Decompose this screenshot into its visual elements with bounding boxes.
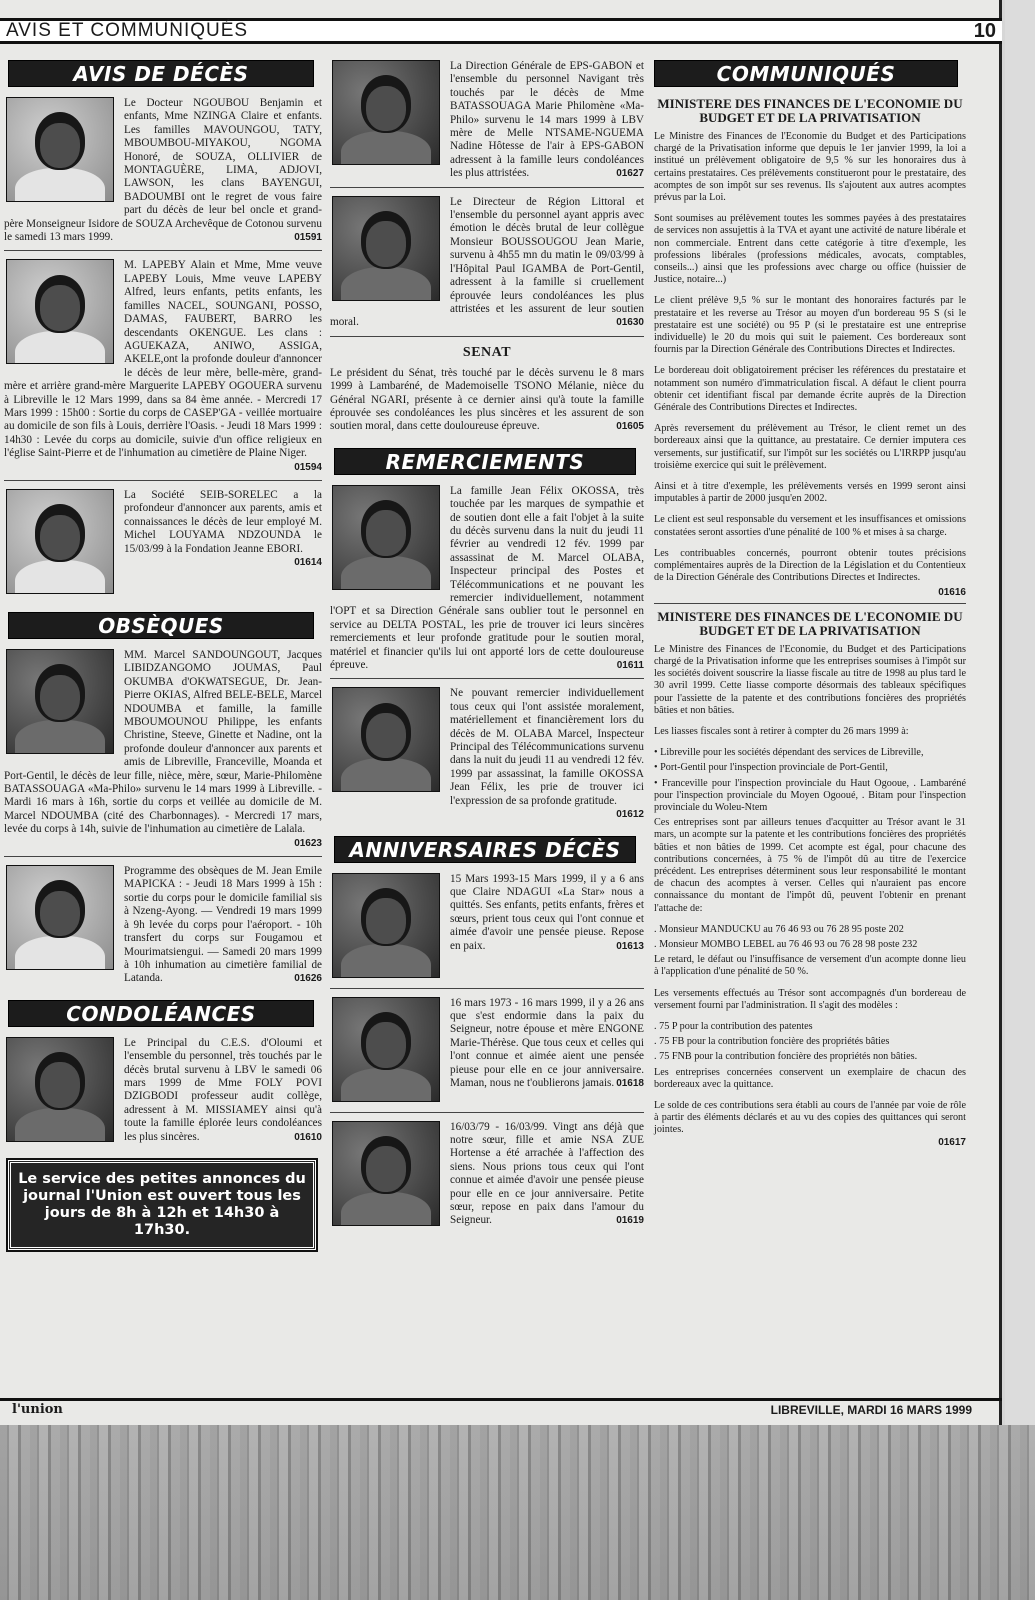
notice-ref: 01627	[616, 168, 644, 180]
communique-paragraph: Ainsi et à titre d'exemple, les prélèvements versés en 1999 seront ainsi imputables à partir de 2000 jusqu'en 2002.	[654, 481, 966, 505]
notice-text: M. LAPEBY Alain et Mme, Mme veuve LAPEBY Louis, Mme veuve LAPEBY Alfred, leurs enfants, petits enfants, les familles NACEL, SOUNGANI, POSSO, DAMAS, FAUBERT, BARRO les descendants OKENGUE. Les clans : AGUEKAZA, ANIWO, ASSIGA, AKELE,ont la profonde douleur d'annoncer le décès de leur mère, belle-mère, grand-mère et arrière grand-mère Marguerite LAPEBY OGOUERA survenu à Libreville le 12 Mars 1999, dans sa 84 ème année. - Mercredi 17 Mars 1999 : 15h00 : Sortie du corps de CASEP'GA - veillée mortuaire au domicile de son fils à Louis, derrière l'Oasis. - Jeudi 18 Mars 1999 : 14h30 : Levée du corps au domicile, suivie d'un office religieux en l'église Saint-Pierre et de l'inhumation au cimetière de Plaine Niger.	[4, 259, 322, 460]
communique-paragraph: Le bordereau doit obligatoirement préciser les références du prestataire et notamment son numéro d'immatriculation fiscal. A défaut le client pourra obtenir cet identifiant fiscal par demande écrite auprès de la Direction Générale des Contributions Directes et Indirectes.	[654, 365, 966, 414]
page-header	[0, 18, 1002, 44]
portrait-photo	[332, 1121, 440, 1226]
page-footer	[0, 1398, 1002, 1418]
notice-condoleances	[4, 1037, 322, 1152]
portrait-photo	[332, 997, 440, 1102]
banner-remerciements: REMERCIEMENTS	[334, 448, 636, 475]
notice-deces-2	[4, 259, 322, 481]
notice-text: La Direction Générale de EPS-GABON et l'ensemble du personnel Navigant très touchés par le décès de Mme BATASSOUAGA Marie Philomène «Ma-Philo» survenu le 14 mars 1999 à LBV mère de Melle NTSAME-NGUEMA Nadine Hôtesse de l'air à EPS-GABON adressent à la famille leurs condoléances les plus attristées.	[450, 60, 644, 180]
notice-ref: 01626	[294, 973, 322, 985]
issue-date: LIBREVILLE, MARDI 16 MARS 1999	[770, 1402, 972, 1417]
notice-ref: 01612	[616, 809, 644, 821]
banner-condoleances: CONDOLÉANCES	[8, 1000, 314, 1027]
notice-text: La Société SEIB-SORELEC a la profondeur d'annoncer aux parents, amis et connaissances le décès de leur employé M. Michel LOUYAMA NDZOUNDA le 15/03/99 à la Fondation Jeanne EBORI.	[124, 488, 322, 555]
contact-item: . Monsieur MANDUCKU au 76 46 93 ou 76 28 95 poste 202	[654, 923, 904, 935]
senat-title: SENAT	[462, 344, 512, 360]
model-item: . 75 FB pour la contribution foncière des propriétés bâties	[654, 1036, 890, 1048]
portrait-photo	[332, 485, 440, 590]
notice-text: Le Docteur NGOUBOU Benjamin et enfants, Mme NZINGA Claire et enfants. Les familles MAVOUNGOU, TATY, MBOUMBOU-MIYAKOU, NGOMA Honoré, de SOUZA, OLLIVIER de MONTAGUÈRE, LIMA, ADJOVI, LAWSON, les clans BAYENGUI, BADOUMBI ont le regret de vous faire part du décès de leur bel oncle et grand-père Monseigneur Isidore de SOUZA Archevêque de Cotonou survenu le samedi 13 mars 1999.	[4, 97, 322, 244]
notice-ref: 01611	[616, 660, 644, 672]
notice-senat	[330, 367, 644, 440]
communique-paragraph: Ces entreprises sont par ailleurs tenues d'acquitter au Trésor avant le 31 mars, un acompte sur la patente et les contributions foncières des propriétés bâties et non bâties de 1999. Cet acompte est égal, pour chacune des contributions concernées, à 75 % de l'impôt dû au titre de l'exercice précédent. Les entreprises déterminent sous leur responsabilité le montant de chacun des acomptes à verser. Celles qui n'auraient pas encore connaissance du montant de l'impôt dû, peuvent l'obtenir en prenant l'attache de:	[654, 817, 966, 914]
portrait-photo	[332, 196, 440, 301]
notice-ref: 01591	[294, 232, 322, 244]
communique-paragraph: Après reversement du prélèvement au Trésor, le client remet un des bordereaux ainsi que la quittance, au prestataire. Ce dernier imputera ces versements, sur justificatif, sur l'impôt sur les sociétés ou L'IRRPP jusqu'au troisième exercice qui suit le prélèvement.	[654, 423, 966, 471]
notice-ref: 01623	[294, 837, 322, 849]
contact-item: . Monsieur MOMBO LEBEL au 76 46 93 ou 76 28 98 poste 232	[654, 938, 918, 950]
notice-ref: 01618	[616, 1077, 644, 1089]
newspaper-logo: l'union	[12, 1402, 63, 1417]
communique-paragraph: Le solde de ces contributions sera établi au cours de l'année par voie de rôle à partir des éléments déclarés et au vu des copies des quittances qui seront jointes.	[654, 1100, 966, 1136]
notice-ref: 01614	[294, 557, 322, 568]
classifieds-hours-ad: Le service des petites annonces du journal l'Union est ouvert tous les jours de 8h à 12h et 14h30 à 17h30.	[8, 1160, 316, 1250]
notice-remerciements-1	[330, 485, 644, 680]
communique-paragraph: Le retard, le défaut ou l'insuffisance de versement d'un acompte donne lieu à l'application d'une pénalité de 50 %.	[654, 954, 966, 978]
page-number: 10	[973, 19, 996, 42]
location-item: • Franceville pour l'inspection provinciale du Haut Ogooue, . Lambaréné pour l'inspection provinciale du Moyen Ogooué, . Bitam pour l'inspection provinciale du Woleu-Ntem	[654, 778, 966, 815]
notice-remerciements-2	[330, 687, 644, 827]
communique-paragraph: Le client est seul responsable du versement et les insuffisances et omissions constatées seront assorties d'une pénalité de 100 % et mises à sa charge.	[654, 514, 966, 538]
banner-communiques: COMMUNIQUÉS	[654, 60, 958, 87]
notice-anniversaire-1	[330, 873, 644, 989]
notice-ref: 01613	[616, 940, 644, 952]
communique-paragraph: Le Ministre des Finances de l'Economie, du Budget et des Participations chargé de la Privatisation informe que les entreprises soumises à l'impôt sur les sociétés doivent souscrire la liasse fiscale au titre de 1998 au plus tard le 30 avril 1999. Cette liasse comporte désormais des tableaux spécifiques pour l'assiette de la patente et des contributions foncières des propriétés bâties et non bâties.	[654, 643, 966, 716]
portrait-photo	[6, 259, 114, 364]
notice-text: MM. Marcel SANDOUNGOUT, Jacques LIBIDZANGOMO JOUMAS, Paul OKUMBA d'OKWATSEGUE, Dr. Jean-Pierre OKIAS, Alfred BELE-BELE, Marcel NDOUMBA et famille, la famille MBOUMOUNOU Philippe, les enfants Christine, Steeve, Ginette et Nadine, ont la profonde douleur d'annoncer aux parents et amis de Libreville, Franceville, Moanda et Port-Gentil, le décès de leur fille, nièce, mère, sœur, Marie-Philomène BATASSOUAGA «Ma-Philo» survenu le 14 mars 1999 à Libreville. - Mardi 16 mars à 16h, sortie du corps et veillée au domicile de M. Marcel NDOUMBA (cité des Charbonnages). - Mercredi 17 mars, levée du corps à 14h, suivie de l'inhumation au cimetière de Lalala.	[4, 648, 322, 836]
notice-text: Programme des obsèques de M. Jean Emile MAPICKA : - Jeudi 18 Mars 1999 à 15h : sortie du corps pour le domicile familial sis à Nzeng-Ayong. — Vendredi 19 mars 1999 à 9h levée du corps pour l'aéroport. - 10h transfert du corps sur Fougamou et Mourimatsiengui. — Samedi 20 mars 1999 à 10h inhumation au cimetière familial de Latanda.	[124, 865, 322, 985]
communique-ref: 01616	[938, 586, 966, 598]
column-middle	[330, 60, 644, 1244]
notice-region-littoral	[330, 196, 644, 337]
notice-text: 16/03/79 - 16/03/99. Vingt ans déjà que notre sœur, fille et amie NSA ZUE Hortense a été arrachée à l'affection des siens. Nous prions tous ceux qui l'ont connue et aimée d'avoir une pensée pieuse pour elle en ce jour anniversaire. Petite sœur, repose en paix dans l'amour du Seigneur.	[450, 1120, 644, 1227]
notice-eps-gabon	[330, 60, 644, 188]
scan-background	[0, 1425, 1035, 1600]
communique-ref: 01617	[938, 1136, 966, 1148]
communique-paragraph: Le client prélève 9,5 % sur le montant des honoraires facturés par le prestataire et les reverse au Trésor au moyen d'un bordereau 95 S (si le prestataire est une société) ou 95 P (si le prestataire est une entreprise individuelle) le 20 du mois qui suit le paiement. Ces bordereaux sont fournis par la Direction Générale des Contributions Directes et Indirectes.	[654, 295, 966, 356]
notice-text: Le président du Sénat, très touché par le décès survenu le 8 mars 1999 à Lambaréné, de Mademoiselle TSONO Mélanie, nièce du Général NGARI, présente à ce dernier ainsi qu'à toute la famille éprouvée ses condoléances les plus sincères et les assurent de son soutien moral, dans cette douloureuse épreuve.	[330, 366, 644, 433]
notice-ref: 01630	[616, 317, 644, 329]
banner-anniversaires: ANNIVERSAIRES DÉCÈS	[334, 836, 636, 863]
notice-text: Le Directeur de Région Littoral et l'ensemble du personnel ayant appris avec émotion le décès brutal de leur collègue Monsieur BOUSSOUGOU Jean Marie, survenu à 4h55 mn du matin le 09/03/99 à l'Hôpital Paul IGAMBA de Port-Gentil, adressent à la famille si cruellement éprouvée leurs condoléances les plus attristées et les assurent de leur soutien moral.	[330, 195, 644, 329]
portrait-photo	[6, 489, 114, 594]
portrait-photo	[332, 60, 440, 165]
communique-paragraph: Le Ministre des Finances de l'Economie du Budget et des Participations chargé de la Privatisation informe que depuis le 1er janvier 1999, la loi a institué un prélèvement obligatoire de 9,5 % sur les honoraires dus à certains prestataires. Ces prélèvements constitueront pour le prestataire, des acomptes de son impôt sur ses revenus. Ils s'ajoutent aux autres acomptes prévus par la Loi.	[654, 131, 966, 204]
column-left	[4, 60, 322, 1250]
notice-text: Ne pouvant remercier individuellement tous ceux qui l'ont assistée moralement, matériellement et financièrement lors du décès de M. OLABA Marcel, Inspecteur Principal des Télécommunications survenu dans la nuit du jeudi 11 au vendredi 12 fév. 1999 par assassinat, la famille OKOSSA Jean Félix, les prie de trouver ici l'expression de sa profonde gratitude.	[450, 687, 644, 807]
notice-obseques-1	[4, 649, 322, 857]
notice-anniversaire-2	[330, 997, 644, 1113]
communique-paragraph: Sont soumises au prélèvement toutes les sommes payées à des prestataires de services non assujettis à la TVA et ayant une activité de nature libérale et non commerciale. Entrent dans cette catégorie à titre d'exemple, les professions libérales (professions médicales, avocats, comptables, conseils...) ainsi que les professions avec charge ou office (huissier de Justice, notaire...)	[654, 213, 966, 286]
notice-text: 15 Mars 1993-15 Mars 1999, il y a 6 ans que Claire NDAGUI «La Star» nous a quittés. Ses enfants, petits enfants, frères et sœurs, prient tous ceux qui l'ont connue et aimée d'avoir une pensée pieuse. Repose en paix.	[450, 872, 644, 952]
ministry-title-1: MINISTERE DES FINANCES DE L'ECONOMIE DU BUDGET ET DE LA PRIVATISATION	[657, 96, 963, 125]
portrait-photo	[6, 97, 114, 202]
notice-deces-3	[4, 489, 322, 604]
model-item: . 75 FNB pour la contribution foncière des propriétés non bâties.	[654, 1051, 918, 1063]
banner-obseques: OBSÈQUES	[8, 612, 314, 639]
communique-paragraph: Les liasses fiscales sont à retirer à compter du 26 mars 1999 à:	[654, 725, 909, 737]
portrait-photo	[332, 873, 440, 978]
location-item: • Port-Gentil pour l'inspection provinciale de Port-Gentil,	[654, 762, 966, 774]
scan-margin	[1005, 0, 1035, 1425]
notice-ref: 01605	[616, 421, 644, 433]
communique-paragraph: Les contribuables concernés, pourront obtenir toutes précisions complémentaires auprès de la Direction de la Législation et du Contentieux de la Direction Générale des Contributions Directes et Indirectes.	[654, 547, 966, 584]
banner-avis-deces: AVIS DE DÉCÈS	[8, 60, 314, 87]
portrait-photo	[6, 649, 114, 754]
notice-text: 16 mars 1973 - 16 mars 1999, il y a 26 ans que s'est endormie dans la paix du Seigneur, notre épouse et mère ENGONE Marie-Thérèse. Que tous ceux et celles qui l'ont connue et aimée aient une pensée pieuse pour elle en ce jour anniversaire. Maman, nous ne t'oublierons jamais.	[450, 996, 644, 1089]
notice-anniversaire-3	[330, 1121, 644, 1236]
communique-paragraph: Les entreprises concernées conservent un exemplaire de chacun des bordereaux avec la quittance.	[654, 1066, 966, 1090]
portrait-photo	[6, 1037, 114, 1142]
portrait-photo	[6, 865, 114, 970]
notice-ref: 01619	[616, 1215, 644, 1227]
notice-obseques-2	[4, 865, 322, 992]
section-title: AVIS ET COMMUNIQUÉS	[6, 20, 249, 41]
notice-text: La famille Jean Félix OKOSSA, très touchée par les marques de sympathie et de soutien dont elle a fait l'objet à la suite du décès survenu dans la nuit du jeudi 11 février au vendredi 12 fév. 1999 par assassinat de M. Marcel OLABA, Inspecteur principal des Postes et Télécommunications et ne pouvant les remercier individuellement, notamment l'OPT et sa Direction Générale sans oublier tout le personnel en service au DELTA POSTAL, les prie de trouver ici leurs sincères remerciements et leur profonde gratitude pour le soutien moral, matériel et financier qu'ils lui ont apporté lors de cette douloureuse épreuve.	[330, 484, 644, 672]
notice-ref: 01610	[294, 1131, 322, 1143]
model-item: . 75 P pour la contribution des patentes	[654, 1020, 813, 1032]
portrait-photo	[332, 687, 440, 792]
ministry-title-2: MINISTERE DES FINANCES DE L'ECONOMIE DU BUDGET ET DE LA PRIVATISATION	[657, 608, 963, 638]
location-item: • Libreville pour les sociétés dépendant des services de Libreville,	[654, 747, 966, 759]
notice-deces-1	[4, 97, 322, 251]
column-right	[654, 60, 966, 1149]
notice-ref: 01594	[294, 461, 322, 473]
communique-paragraph: Les versements effectués au Trésor sont accompagnés d'un bordereau de versement fourni par l'administration. Il s'agit des modèles :	[654, 987, 966, 1011]
notice-text: Le Principal du C.E.S. d'Oloumi et l'ensemble du personnel, très touchés par le décès brutal survenu à LBV le samedi 06 mars 1999 de Mme FOLY POVI DZIGBODI professeur audit collège, adressent à M. MISSIAMEY ainsi qu'à toute la famille éplorée leurs condoléances les plus sincères.	[124, 1036, 322, 1143]
